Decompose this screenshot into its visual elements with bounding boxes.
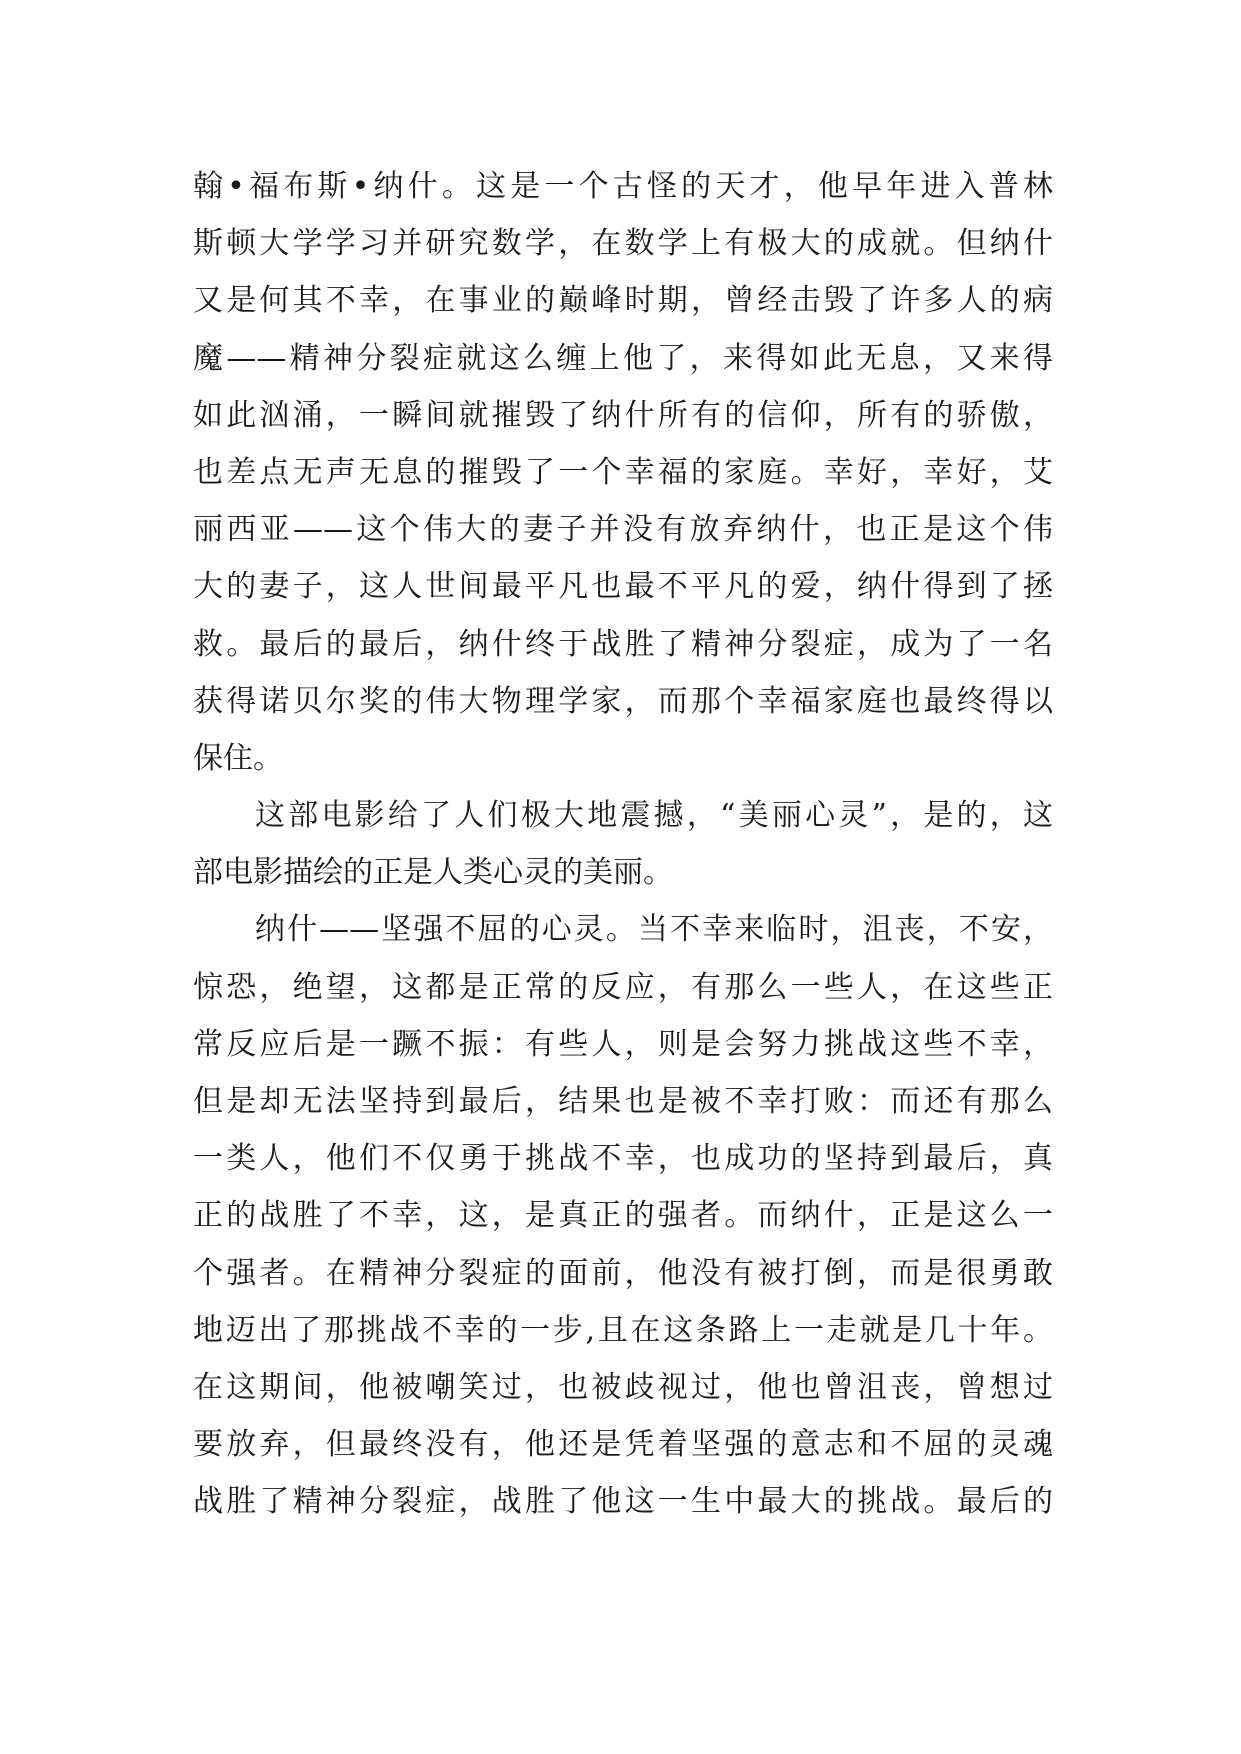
text-line: 翰•福布斯•纳什。这是一个古怪的天才，他早年进入普林	[193, 169, 1053, 204]
text-line: 一类人，他们不仅勇于挑战不幸，也成功的坚持到最后，真	[193, 1141, 1053, 1177]
text-line: 保住。	[193, 740, 283, 776]
text-line: 丽西亚——这个伟大的妻子并没有放弃纳什，也正是这个伟	[193, 512, 1053, 548]
text-line: 在这期间，他被嘲笑过，也被歧视过，他也曾沮丧，曾想过	[193, 1369, 1053, 1405]
text-line: 如此汹涌，一瞬间就摧毁了纳什所有的信仰，所有的骄傲，	[193, 397, 1053, 433]
text-line: 救。最后的最后，纳什终于战胜了精神分裂症，成为了一名	[193, 626, 1053, 662]
text-line: 但是却无法坚持到最后，结果也是被不幸打败：而还有那么	[193, 1084, 1053, 1119]
text-line: 地迈出了那挑战不幸的一步,且在这条路上一走就是几十年。	[193, 1312, 1053, 1348]
text-line: 要放弃，但最终没有，他还是凭着坚强的意志和不屈的灵魂	[193, 1427, 1053, 1463]
paragraph-first-line: 纳什——坚强不屈的心灵。当不幸来临时，沮丧，不安，	[255, 912, 1053, 948]
text-line: 魔——精神分裂症就这么缠上他了，来得如此无息，又来得	[193, 340, 1053, 376]
text-line: 惊恐，绝望，这都是正常的反应，有那么一些人，在这些正	[193, 969, 1053, 1005]
text-line: 常反应后是一蹶不振：有些人，则是会努力挑战这些不幸，	[193, 1026, 1053, 1062]
text-line: 获得诺贝尔奖的伟大物理学家，而那个幸福家庭也最终得以	[193, 683, 1053, 719]
text-line: 正的战胜了不幸，这，是真正的强者。而纳什，正是这么一	[193, 1198, 1053, 1234]
text-line: 个强者。在精神分裂症的面前，他没有被打倒，而是很勇敢	[193, 1255, 1053, 1291]
document-body	[193, 158, 1053, 1531]
text-line: 斯顿大学学习并研究数学，在数学上有极大的成就。但纳什	[193, 226, 1053, 262]
text-line: 战胜了精神分裂症，战胜了他这一生中最大的挑战。最后的	[193, 1484, 1053, 1520]
text-line: 也差点无声无息的摧毁了一个幸福的家庭。幸好，幸好，艾	[193, 454, 1053, 490]
text-line: 大的妻子，这人世间最平凡也最不平凡的爱，纳什得到了拯	[193, 569, 1053, 605]
paragraph-first-line: 这部电影给了人们极大地震撼，“美丽心灵”，是的，这	[255, 798, 1053, 834]
text-line: 部电影描绘的正是人类心灵的美丽。	[193, 855, 673, 891]
text-line: 又是何其不幸，在事业的巅峰时期，曾经击毁了许多人的病	[193, 283, 1053, 319]
